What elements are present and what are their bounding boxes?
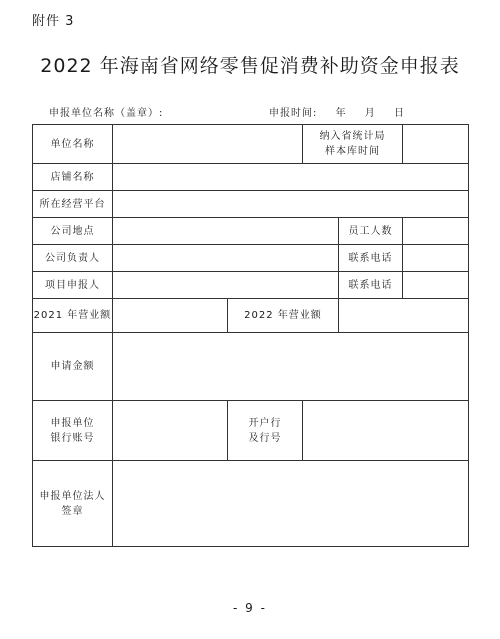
annex-label: 附件 3 [32,14,75,29]
table-row [33,218,469,245]
application-date [269,104,405,119]
table-row [33,299,469,333]
shop-name-label: 店铺名称 [33,164,113,191]
unit-name-value[interactable] [113,125,303,164]
revenue-2021-label: 2021 年营业额 [33,299,113,333]
address-value[interactable] [113,218,339,245]
table-row [33,401,469,461]
table-row [33,125,469,164]
applicant-label: 项目申报人 [33,272,113,299]
signature-value[interactable] [113,461,469,547]
platform-value[interactable] [113,191,469,218]
employees-value[interactable] [403,218,469,245]
applicant-phone-value[interactable] [403,272,469,299]
employees-label: 员工人数 [339,218,403,245]
manager-phone-label: 联系电话 [339,245,403,272]
table-row [33,333,469,401]
page-number: - 9 - [233,601,267,615]
sample-time-value[interactable] [403,125,469,164]
manager-value[interactable] [113,245,339,272]
manager-label: 公司负责人 [33,245,113,272]
sample-time-label: 纳入省统计局 样本库时间 [303,125,403,164]
platform-label: 所在经营平台 [33,191,113,218]
table-row [33,164,469,191]
year-label: 年 [335,108,347,119]
day-label: 日 [393,108,405,119]
table-row [33,272,469,299]
amount-label: 申请金额 [33,333,113,401]
manager-phone-value[interactable] [403,245,469,272]
unit-name-label: 单位名称 [33,125,113,164]
amount-value[interactable] [113,333,469,401]
bank-account-value[interactable] [113,401,228,461]
applicant-value[interactable] [113,272,339,299]
revenue-2022-value[interactable] [339,299,469,333]
applicant-phone-label: 联系电话 [339,272,403,299]
signature-label: 申报单位法人 签章 [33,461,113,547]
revenue-2021-value[interactable] [113,299,228,333]
table-row [33,461,469,547]
bank-label: 开户行 及行号 [228,401,303,461]
application-form-table [32,124,469,547]
address-label: 公司地点 [33,218,113,245]
unit-name-stamp-label: 申报单位名称（盖章）: [49,108,164,119]
application-time-label: 申报时间: [269,108,318,119]
bank-value[interactable] [303,401,469,461]
date-fields [336,108,405,119]
shop-name-value[interactable] [113,164,469,191]
table-row [33,245,469,272]
page-title: 2022 年海南省网络零售促消费补助资金申报表 [40,55,460,77]
table-row [33,191,469,218]
month-label: 月 [364,108,376,119]
revenue-2022-label: 2022 年营业额 [228,299,339,333]
bank-account-label: 申报单位 银行账号 [33,401,113,461]
